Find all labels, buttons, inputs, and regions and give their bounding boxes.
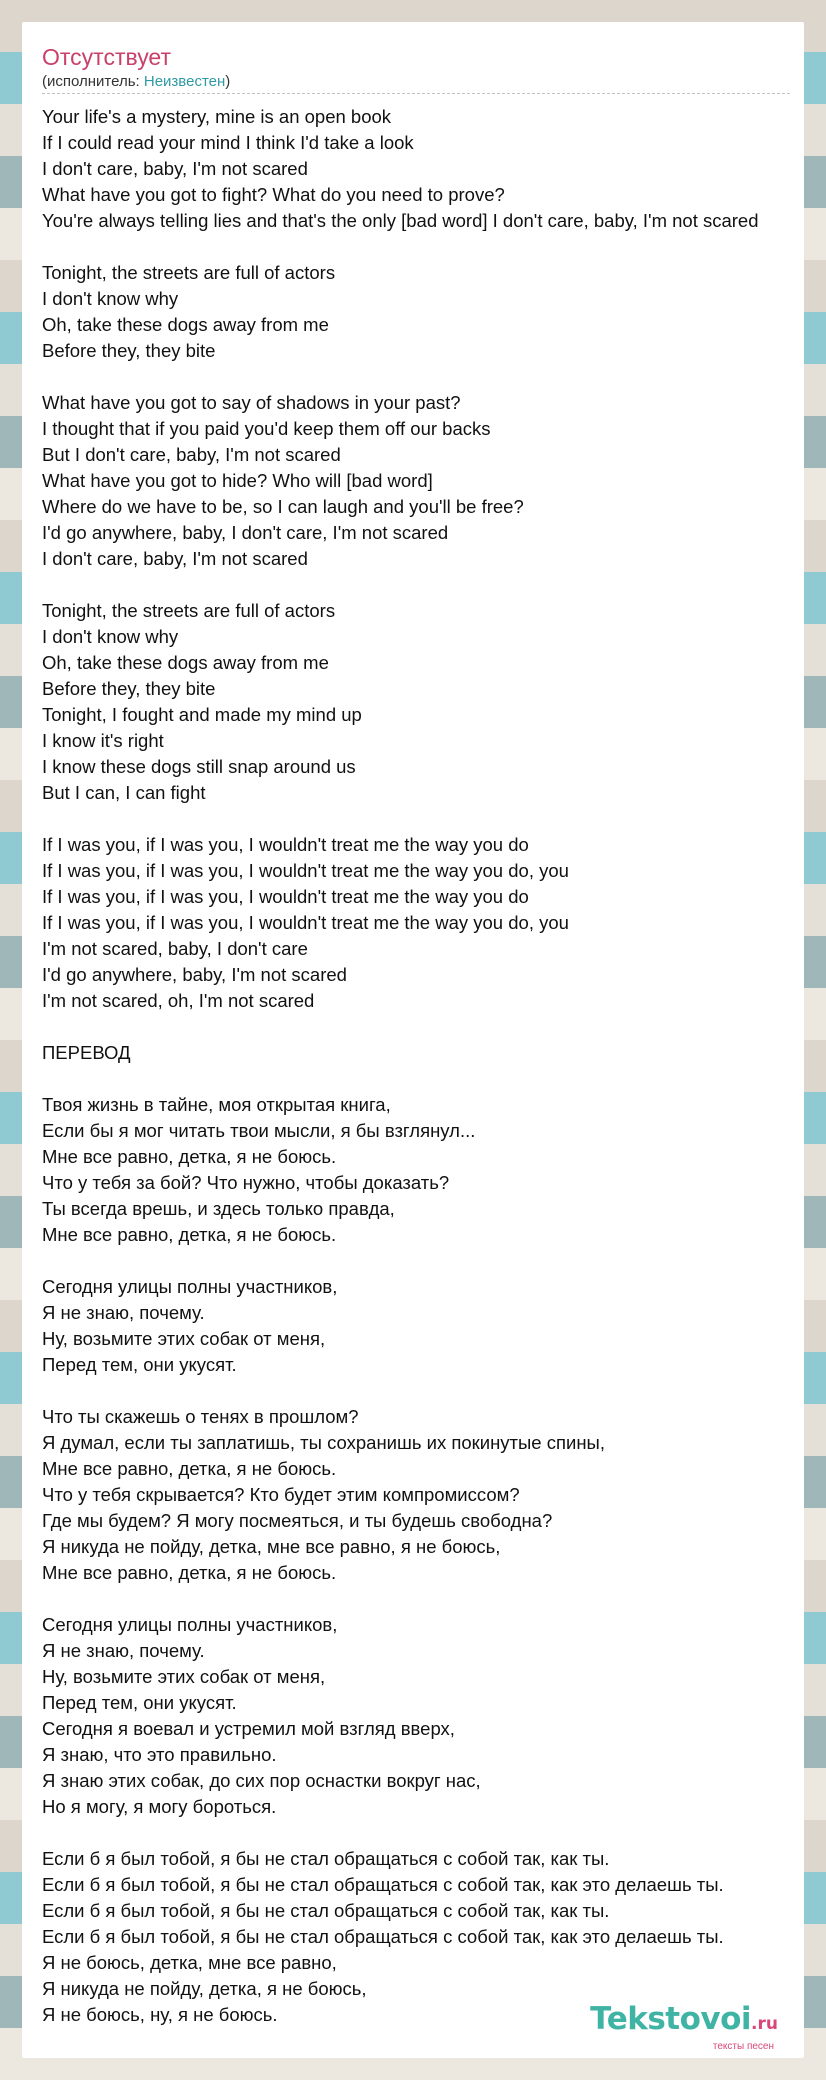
lyric-line: Перед тем, они укусят. xyxy=(42,1354,237,1375)
lyric-line: Я не боюсь, детка, мне все равно, xyxy=(42,1952,337,1973)
lyric-line: What have you got to fight? What do you need to prove? xyxy=(42,184,505,205)
lyric-line: If I was you, if I was you, I wouldn't treat me the way you do xyxy=(42,834,529,855)
lyric-line: Твоя жизнь в тайне, моя открытая книга, xyxy=(42,1094,391,1115)
lyric-line: Где мы будем? Я могу посмеяться, и ты будешь свободна? xyxy=(42,1510,553,1531)
lyric-line: Ну, возьмите этих собак от меня, xyxy=(42,1328,326,1349)
lyric-line: Before they, they bite xyxy=(42,340,216,361)
lyric-line: Я никуда не пойду, детка, мне все равно, я не боюсь, xyxy=(42,1536,501,1557)
lyric-line: Я знаю этих собак, до сих пор оснастки вокруг нас, xyxy=(42,1770,481,1791)
stanza-break xyxy=(42,1014,804,1040)
lyric-line: Перед тем, они укусят. xyxy=(42,1692,237,1713)
lyric-line: Я не боюсь, ну, я не боюсь. xyxy=(42,2004,278,2025)
lyric-line: Ну, возьмите этих собак от меня, xyxy=(42,1666,326,1687)
stanza-break xyxy=(42,364,804,390)
site-logo-tagline: тексты песен xyxy=(712,2041,774,2052)
title-divider xyxy=(42,93,790,94)
lyric-line: Я не знаю, почему. xyxy=(42,1640,205,1661)
lyrics-card xyxy=(22,22,804,2058)
lyric-line: I don't care, baby, I'm not scared xyxy=(42,548,308,569)
lyric-line: I'm not scared, baby, I don't care xyxy=(42,938,308,959)
lyric-line: I'd go anywhere, baby, I don't care, I'm not scared xyxy=(42,522,449,543)
lyric-line: Before they, they bite xyxy=(42,678,216,699)
lyric-line: I don't know why xyxy=(42,288,179,309)
lyric-line: Я думал, если ты заплатишь, ты сохранишь их покинутые спины, xyxy=(42,1432,605,1453)
lyric-line: Сегодня улицы полны участников, xyxy=(42,1276,338,1297)
lyric-line: Сегодня я воевал и устремил мой взгляд вверх, xyxy=(42,1718,455,1739)
lyric-line: I don't care, baby, I'm not scared xyxy=(42,158,308,179)
lyric-line: Если бы я мог читать твои мысли, я бы взглянул... xyxy=(42,1120,476,1141)
site-logo-word: Tekstovoi xyxy=(590,2001,752,2037)
stanza-break xyxy=(42,806,804,832)
lyric-line: What have you got to hide? Who will [bad word] xyxy=(42,470,433,491)
lyric-line: I thought that if you paid you'd keep them off our backs xyxy=(42,418,491,439)
lyric-line: Но я могу, я могу бороться. xyxy=(42,1796,277,1817)
site-logo-tld: .ru xyxy=(751,2014,778,2034)
lyric-line: But I don't care, baby, I'm not scared xyxy=(42,444,341,465)
lyric-line: Мне все равно, детка, я не боюсь. xyxy=(42,1562,337,1583)
lyric-line: Если б я был тобой, я бы не стал обращаться с собой так, как ты. xyxy=(42,1848,610,1869)
lyric-line: Если б я был тобой, я бы не стал обращаться с собой так, как это делаешь ты. xyxy=(42,1874,724,1895)
lyric-line: Я знаю, что это правильно. xyxy=(42,1744,277,1765)
lyric-line: I don't know why xyxy=(42,626,179,647)
lyric-line: Ты всегда врешь, и здесь только правда, xyxy=(42,1198,395,1219)
site-logo[interactable] xyxy=(590,2002,778,2052)
lyric-line: If I could read your mind I think I'd take a look xyxy=(42,132,414,153)
lyric-line: Your life's a mystery, mine is an open book xyxy=(42,106,392,127)
lyric-line: Я не знаю, почему. xyxy=(42,1302,205,1323)
lyric-line: Oh, take these dogs away from me xyxy=(42,652,329,673)
stanza-break xyxy=(42,1248,804,1274)
lyric-line: Что у тебя за бой? Что нужно, чтобы доказать? xyxy=(42,1172,450,1193)
song-title: Отсутствует xyxy=(42,44,171,70)
lyric-line: But I can, I can fight xyxy=(42,782,206,803)
site-logo-name xyxy=(590,2002,778,2041)
lyric-line: Что ты скажешь о тенях в прошлом? xyxy=(42,1406,359,1427)
artist-suffix: ) xyxy=(225,73,231,90)
lyric-line: Tonight, the streets are full of actors xyxy=(42,262,336,283)
lyrics-text xyxy=(42,104,804,2028)
lyric-line: I know it's right xyxy=(42,730,164,751)
stanza-break xyxy=(42,1066,804,1092)
lyric-line: Tonight, I fought and made my mind up xyxy=(42,704,362,725)
lyric-line: You're always telling lies and that's the only [bad word] I don't care, baby, I'm not scared xyxy=(42,210,759,231)
stanza-break xyxy=(42,1586,804,1612)
artist-prefix: (исполнитель: xyxy=(42,73,144,90)
lyric-line: Если б я был тобой, я бы не стал обращаться с собой так, как это делаешь ты. xyxy=(42,1926,724,1947)
lyric-line: If I was you, if I was you, I wouldn't treat me the way you do xyxy=(42,886,529,907)
lyric-line: I'd go anywhere, baby, I'm not scared xyxy=(42,964,347,985)
lyric-line: Мне все равно, детка, я не боюсь. xyxy=(42,1146,337,1167)
lyric-line: I'm not scared, oh, I'm not scared xyxy=(42,990,315,1011)
stanza-break xyxy=(42,1378,804,1404)
lyric-line: Я никуда не пойду, детка, я не боюсь, xyxy=(42,1978,367,1999)
lyric-line: ПЕРЕВОД xyxy=(42,1042,131,1063)
lyric-line: Where do we have to be, so I can laugh and you'll be free? xyxy=(42,496,524,517)
lyric-line: I know these dogs still snap around us xyxy=(42,756,356,777)
artist-line xyxy=(42,72,230,92)
stanza-break xyxy=(42,234,804,260)
lyric-line: Сегодня улицы полны участников, xyxy=(42,1614,338,1635)
lyric-line: Что у тебя скрывается? Кто будет этим компромиссом? xyxy=(42,1484,520,1505)
lyric-line: Мне все равно, детка, я не боюсь. xyxy=(42,1458,337,1479)
lyric-line: What have you got to say of shadows in your past? xyxy=(42,392,461,413)
lyric-line: Oh, take these dogs away from me xyxy=(42,314,329,335)
lyric-line: If I was you, if I was you, I wouldn't treat me the way you do, you xyxy=(42,860,569,881)
lyric-line: If I was you, if I was you, I wouldn't treat me the way you do, you xyxy=(42,912,569,933)
stanza-break xyxy=(42,572,804,598)
lyric-line: Если б я был тобой, я бы не стал обращаться с собой так, как ты. xyxy=(42,1900,610,1921)
lyric-line: Мне все равно, детка, я не боюсь. xyxy=(42,1224,337,1245)
lyric-line: Tonight, the streets are full of actors xyxy=(42,600,336,621)
stanza-break xyxy=(42,1820,804,1846)
artist-link[interactable]: Неизвестен xyxy=(143,73,226,90)
